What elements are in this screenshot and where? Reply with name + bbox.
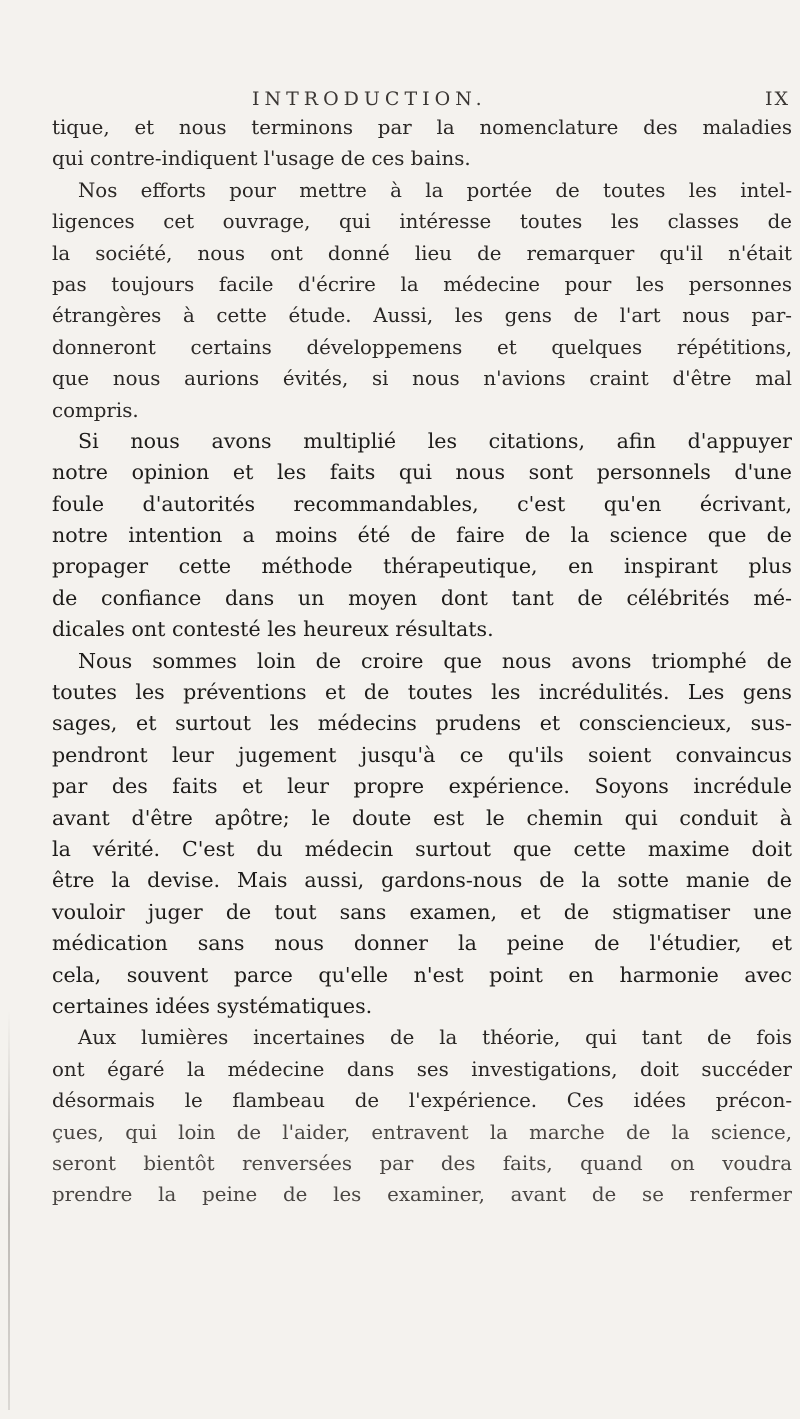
text-line: Nous sommes loin de croire que nous avons triomphé de bbox=[78, 648, 792, 673]
text-line: pas toujours facile d'écrire la médecine pour les personnes bbox=[52, 272, 792, 296]
text-line: vouloir juger de tout sans examen, et de stigmatiser une bbox=[52, 899, 792, 924]
text-line: la vérité. C'est du médecin surtout que cette maxime doit bbox=[52, 836, 792, 861]
text-line: propager cette méthode thérapeutique, en inspirant plus bbox=[52, 554, 792, 579]
text-line: donneront certains développemens et quelques répétitions, bbox=[52, 335, 792, 359]
text-line: ligences cet ouvrage, qui intéresse toutes les classes de bbox=[52, 210, 792, 234]
text-line: ont égaré la médecine dans ses investigations, doit succéder bbox=[52, 1057, 792, 1081]
text-line: cela, souvent parce qu'elle n'est point en harmonie avec bbox=[52, 962, 792, 987]
running-title: INTRODUCTION. bbox=[252, 88, 487, 110]
text-line: que nous aurions évités, si nous n'avions craint d'être mal bbox=[52, 367, 792, 391]
text-line: Si nous avons multiplié les citations, afin d'appuyer bbox=[78, 428, 792, 453]
text-line: dicales ont contesté les heureux résultats. bbox=[52, 617, 494, 642]
text-line: étrangères à cette étude. Aussi, les gens de l'art nous par- bbox=[52, 304, 792, 328]
running-head bbox=[252, 88, 790, 112]
text-line: Aux lumières incertaines de la théorie, qui tant de fois bbox=[78, 1026, 792, 1050]
text-line: désormais le flambeau de l'expérience. Ces idées précon- bbox=[52, 1089, 792, 1113]
text-line: certaines idées systématiques. bbox=[52, 993, 373, 1018]
text-line: prendre la peine de les examiner, avant de se renfermer bbox=[52, 1183, 792, 1207]
text-line: notre opinion et les faits qui nous sont personnels d'une bbox=[52, 460, 792, 485]
text-line: par des faits et leur propre expérience. Soyons incrédule bbox=[52, 774, 792, 799]
text-line: sages, et surtout les médecins prudens et consciencieux, sus- bbox=[52, 711, 792, 736]
text-line: tique, et nous terminons par la nomenclature des maladies bbox=[52, 116, 792, 139]
text-line: de confiance dans un moyen dont tant de célébrités mé- bbox=[52, 585, 792, 610]
text-line: la société, nous ont donné lieu de remarquer qu'il n'était bbox=[52, 241, 792, 265]
text-line: foule d'autorités recommandables, c'est qu'en écrivant, bbox=[52, 491, 792, 516]
text-line: notre intention a moins été de faire de la science que de bbox=[52, 523, 792, 548]
text-line: être la devise. Mais aussi, gardons-nous de la sotte manie de bbox=[52, 868, 792, 893]
page-number: IX bbox=[764, 88, 790, 110]
text-line: seront bientôt renversées par des faits, quand on voudra bbox=[52, 1151, 792, 1175]
text-line: Nos efforts pour mettre à la portée de toutes les intel- bbox=[78, 178, 792, 202]
text-line: médication sans nous donner la peine de l'étudier, et bbox=[52, 931, 792, 956]
text-line: compris. bbox=[52, 398, 139, 422]
body-text bbox=[52, 112, 792, 1211]
text-line: qui contre-indiquent l'usage de ces bains. bbox=[52, 147, 471, 171]
text-line: çues, qui loin de l'aider, entravent la marche de la science, bbox=[52, 1120, 792, 1144]
text-line: toutes les préventions et de toutes les incrédulités. Les gens bbox=[52, 680, 792, 705]
text-line: pendront leur jugement jusqu'à ce qu'ils soient convaincus bbox=[52, 742, 792, 767]
text-line: avant d'être apôtre; le doute est le chemin qui conduit à bbox=[52, 805, 792, 830]
page-edge-shadow bbox=[8, 1010, 10, 1410]
